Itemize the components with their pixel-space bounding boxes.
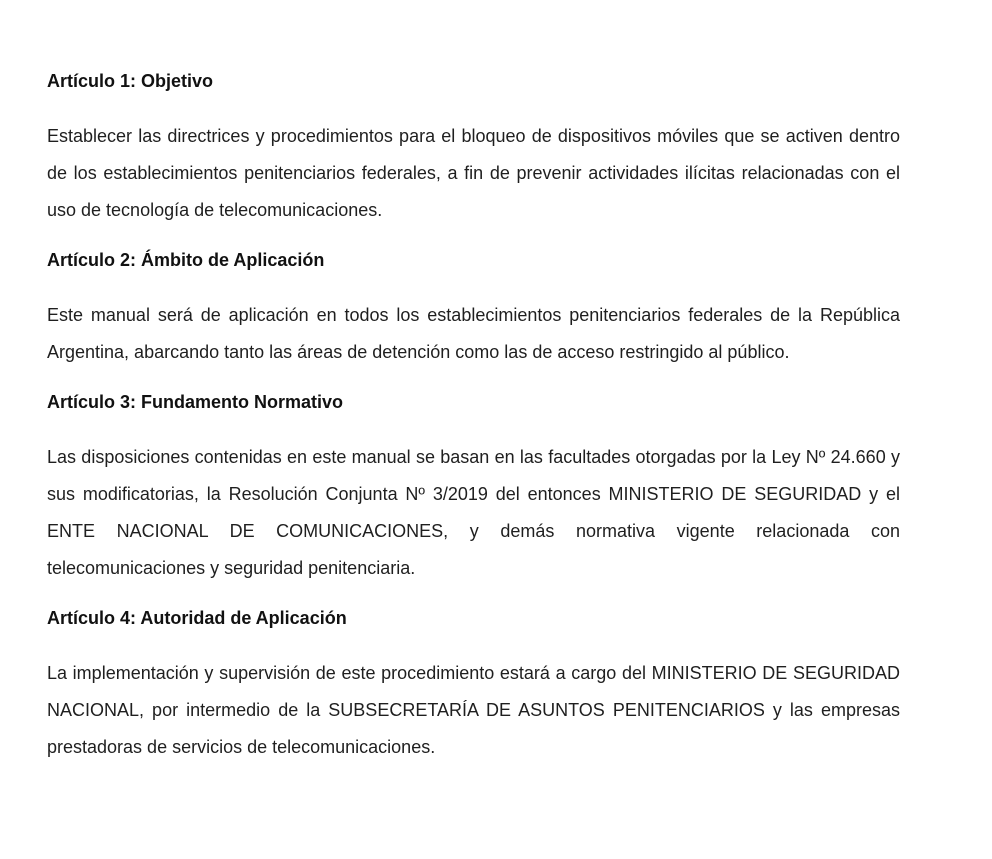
article-2: [47, 243, 900, 385]
article-body: Las disposiciones contenidas en este manual se basan en las facultades otorgadas por la Ley Nº 24.660 y sus modificatorias, la Resolución Conjunta Nº 3/2019 del entonces MINISTERIO DE SEGURIDAD y el ENTE NACIONAL DE COMUNICACIONES, y demás normativa vigente relacionada con telecomunicaciones y seguridad penitenciaria.: [47, 447, 900, 578]
article-heading: Artículo 4: Autoridad de Aplicación: [47, 608, 347, 628]
document-page: [47, 64, 900, 766]
article-3: [47, 385, 900, 601]
article-heading: Artículo 3: Fundamento Normativo: [47, 392, 344, 412]
article-4: [47, 601, 900, 766]
article-heading: Artículo 2: Ámbito de Aplicación: [47, 250, 325, 270]
article-body: La implementación y supervisión de este procedimiento estará a cargo del MINISTERIO DE SEGURIDAD NACIONAL, por intermedio de la SUBSECRETARÍA DE ASUNTOS PENITENCIARIOS y las empresas prestadoras de servicios de telecomunicaciones.: [47, 663, 900, 757]
article-body: Establecer las directrices y procedimientos para el bloqueo de dispositivos móviles que se activen dentro de los establecimientos penitenciarios federales, a fin de prevenir actividades ilícitas relacionadas con el uso de tecnología de telecomunicaciones.: [47, 126, 900, 220]
article-1: [47, 64, 900, 243]
article-body: Este manual será de aplicación en todos los establecimientos penitenciarios federales de la República Argentina, abarcando tanto las áreas de detención como las de acceso restringido al público.: [47, 305, 900, 362]
article-heading: Artículo 1: Objetivo: [47, 71, 214, 91]
